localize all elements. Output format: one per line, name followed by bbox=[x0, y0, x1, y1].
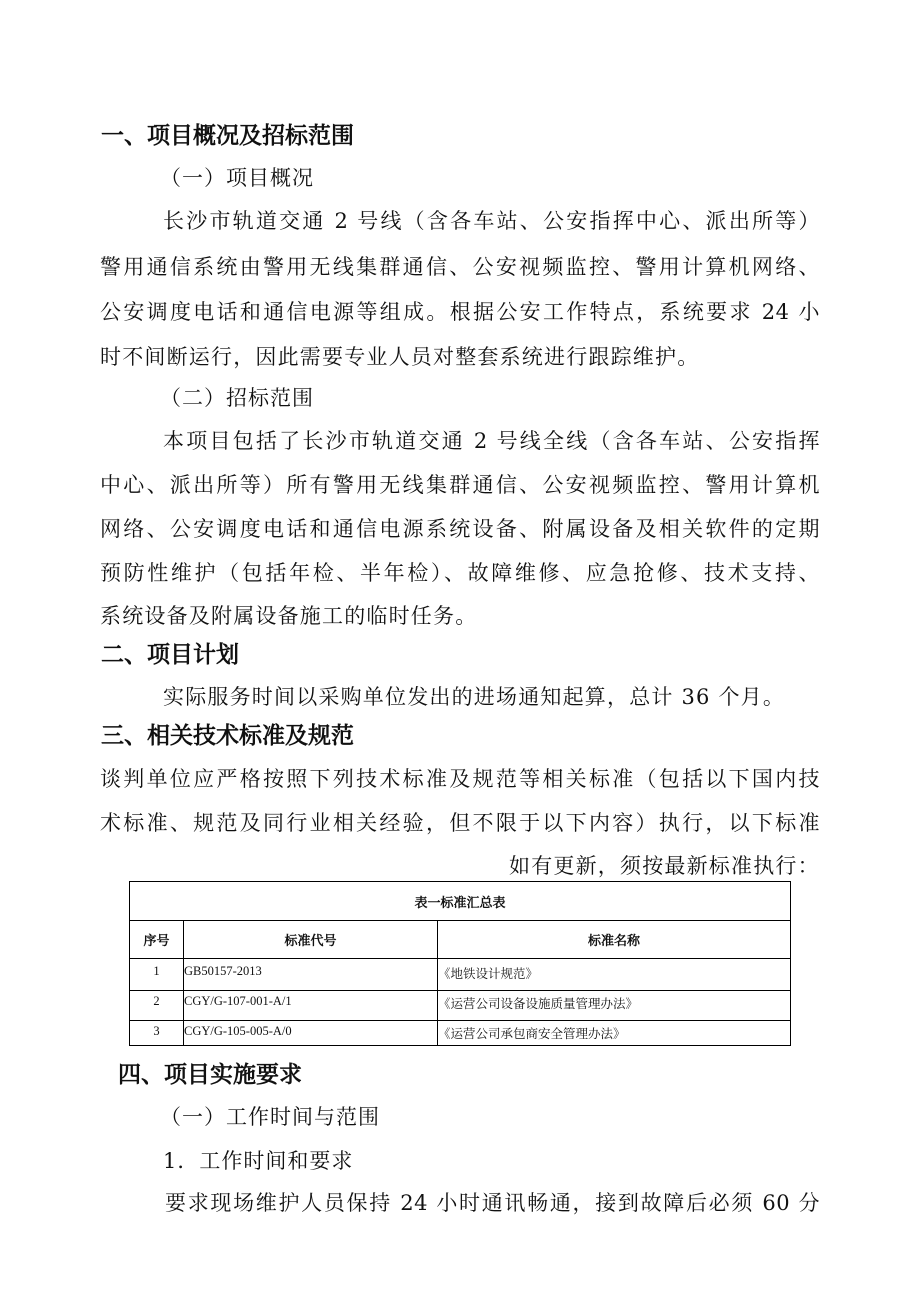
heading-implementation: 四、项目实施要求 bbox=[118, 1062, 302, 1088]
subheading-overview: （一）项目概况 bbox=[160, 166, 314, 190]
table-cell: 2 bbox=[130, 991, 184, 1021]
paragraph-line: 要求现场维护人员保持 24 小时通讯畅通，接到故障后必须 60 分 bbox=[165, 1191, 820, 1215]
table-header: 标准代号 bbox=[184, 921, 438, 959]
heading-project-overview: 一、项目概况及招标范围 bbox=[101, 123, 354, 149]
paragraph-line: 如有更新，须按最新标准执行： bbox=[509, 854, 820, 878]
paragraph-line: 中心、派出所等）所有警用无线集群通信、公安视频监控、警用计算机 bbox=[100, 473, 820, 497]
table-cell: 《运营公司设备设施质量管理办法》 bbox=[438, 991, 791, 1021]
subheading-scope: （二）招标范围 bbox=[160, 386, 314, 410]
table-cell: 《运营公司承包商安全管理办法》 bbox=[438, 1021, 791, 1046]
paragraph-line: 公安调度电话和通信电源等组成。根据公安工作特点，系统要求 24 小 bbox=[100, 300, 820, 324]
table-cell: 《地铁设计规范》 bbox=[438, 959, 791, 991]
paragraph-line: 时不间断运行，因此需要专业人员对整套系统进行跟踪维护。 bbox=[100, 345, 700, 369]
table-header: 标准名称 bbox=[438, 921, 791, 959]
paragraph-line: 术标准、规范及同行业相关经验，但不限于以下内容）执行，以下标准 bbox=[100, 811, 820, 835]
paragraph-line: 实际服务时间以采购单位发出的进场通知起算，总计 36 个月。 bbox=[163, 685, 786, 709]
table-row bbox=[130, 991, 791, 1021]
paragraph-line: 谈判单位应严格按照下列技术标准及规范等相关标准（包括以下国内技 bbox=[100, 767, 820, 791]
table-caption: 表一标准汇总表 bbox=[130, 882, 791, 921]
table-header: 序号 bbox=[130, 921, 184, 959]
heading-project-plan: 二、项目计划 bbox=[101, 642, 239, 668]
table-cell: GB50157-2013 bbox=[184, 959, 438, 991]
table-cell: 3 bbox=[130, 1021, 184, 1046]
paragraph-line: 预防性维护（包括年检、半年检）、故障维修、应急抢修、技术支持、 bbox=[100, 561, 820, 585]
table-row bbox=[130, 959, 791, 991]
table-row bbox=[130, 1021, 791, 1046]
table-cell: CGY/G-107-001-A/1 bbox=[184, 991, 438, 1021]
paragraph-line: 警用通信系统由警用无线集群通信、公安视频监控、警用计算机网络、 bbox=[100, 255, 820, 279]
heading-standards: 三、相关技术标准及规范 bbox=[101, 723, 354, 749]
paragraph-line: 网络、公安调度电话和通信电源系统设备、附属设备及相关软件的定期 bbox=[100, 517, 820, 541]
paragraph-line: 长沙市轨道交通 2 号线（含各车站、公安指挥中心、派出所等） bbox=[163, 209, 820, 233]
item-work-time: 1．工作时间和要求 bbox=[163, 1149, 354, 1173]
standards-table bbox=[129, 881, 791, 1046]
table-cell: 1 bbox=[130, 959, 184, 991]
subheading-work-time: （一）工作时间与范围 bbox=[160, 1105, 380, 1129]
paragraph-line: 系统设备及附属设备施工的临时任务。 bbox=[100, 604, 478, 628]
table-cell: CGY/G-105-005-A/0 bbox=[184, 1021, 438, 1046]
paragraph-line: 本项目包括了长沙市轨道交通 2 号线全线（含各车站、公安指挥 bbox=[163, 429, 820, 453]
